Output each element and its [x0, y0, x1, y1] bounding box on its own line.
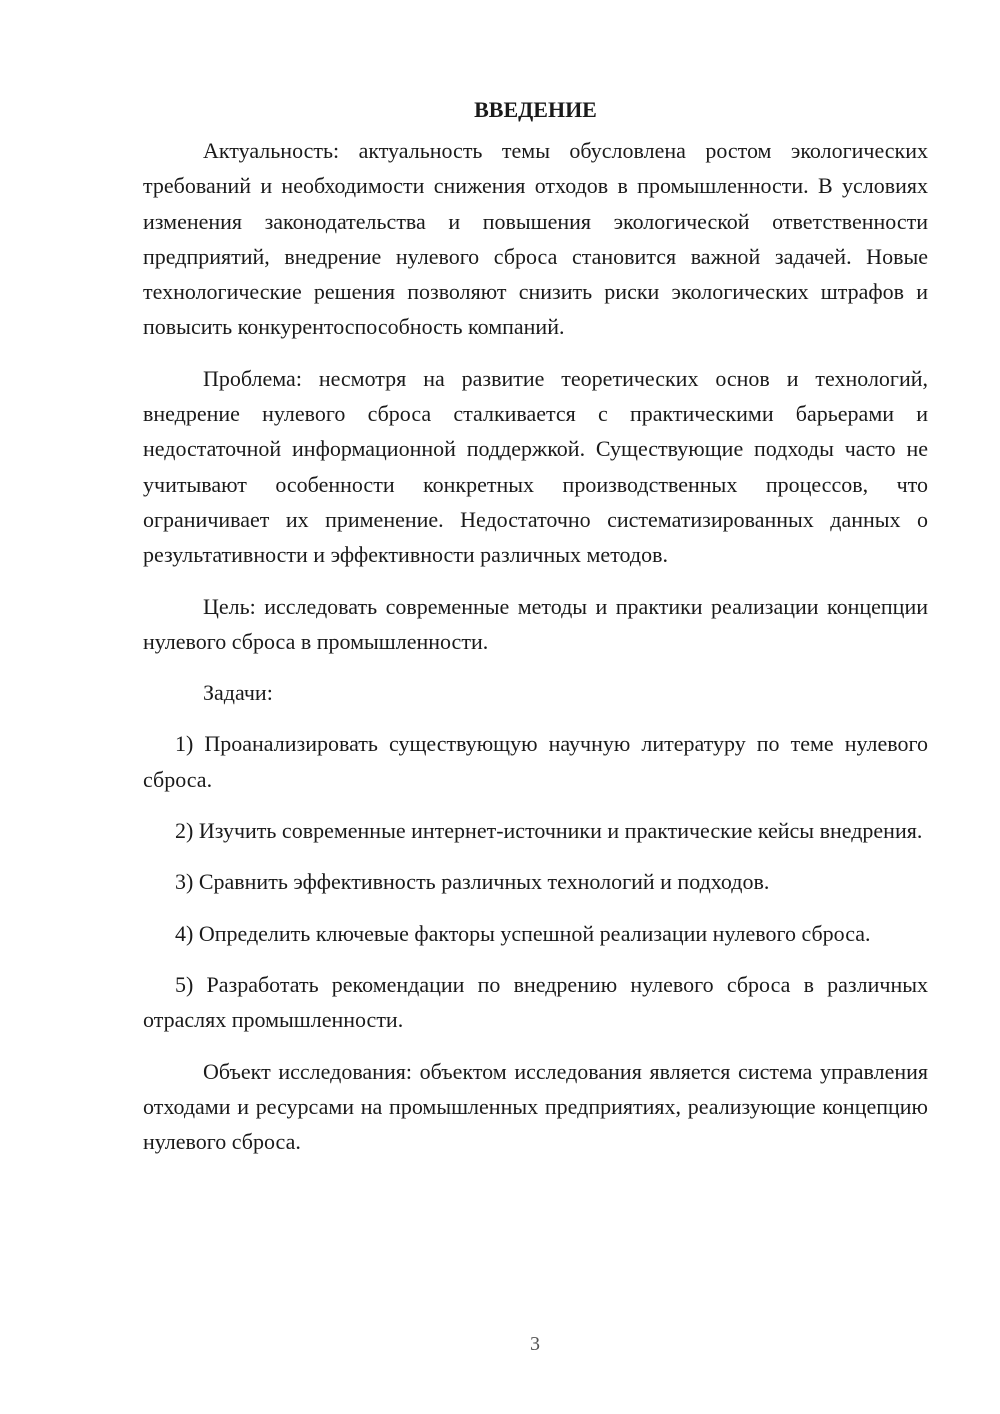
- paragraph-relevance: Актуальность: актуальность темы обусловлена ростом экологических требований и необходимости снижения отходов в промышленности. В условиях изменения законодательства и повышения экологической ответственности предприятий, внедрение нулевого сброса становится важной задачей. Новые технологические решения позволяют снизить риски экологических штрафов и повысить конкурентоспособность компаний.: [143, 138, 928, 340]
- section-title: ВВЕДЕНИЕ: [474, 97, 597, 122]
- task-item-3: 3) Сравнить эффективность различных технологий и подходов.: [175, 869, 770, 895]
- paragraph-goal: Цель: исследовать современные методы и практики реализации концепции нулевого сброса в промышленности.: [143, 593, 928, 654]
- paragraph-problem: Проблема: несмотря на развитие теоретических основ и технологий, внедрение нулевого сброса сталкивается с практическими барьерами и недостаточной информационной поддержкой. Существующие подходы часто не учитывают особенности конкретных производственных процессов, что ограничивает их применение. Недостаточно систематизированных данных о результативности и эффективности различных методов.: [143, 365, 928, 568]
- task-item-1: 1) Проанализировать существующую научную литературу по теме нулевого сброса.: [143, 731, 928, 792]
- task-item-5: 5) Разработать рекомендации по внедрению нулевого сброса в различных отраслях промышленности.: [143, 971, 928, 1033]
- page-number: 3: [530, 1333, 540, 1355]
- tasks-heading: Задачи:: [203, 680, 273, 706]
- task-item-2: 2) Изучить современные интернет-источники и практические кейсы внедрения.: [175, 818, 923, 844]
- task-item-4: 4) Определить ключевые факторы успешной реализации нулевого сброса.: [175, 920, 871, 946]
- paragraph-object: Объект исследования: объектом исследования является система управления отходами и ресурсами на промышленных предприятиях, реализующие концепцию нулевого сброса.: [143, 1058, 928, 1155]
- page-content: [143, 92, 928, 1159]
